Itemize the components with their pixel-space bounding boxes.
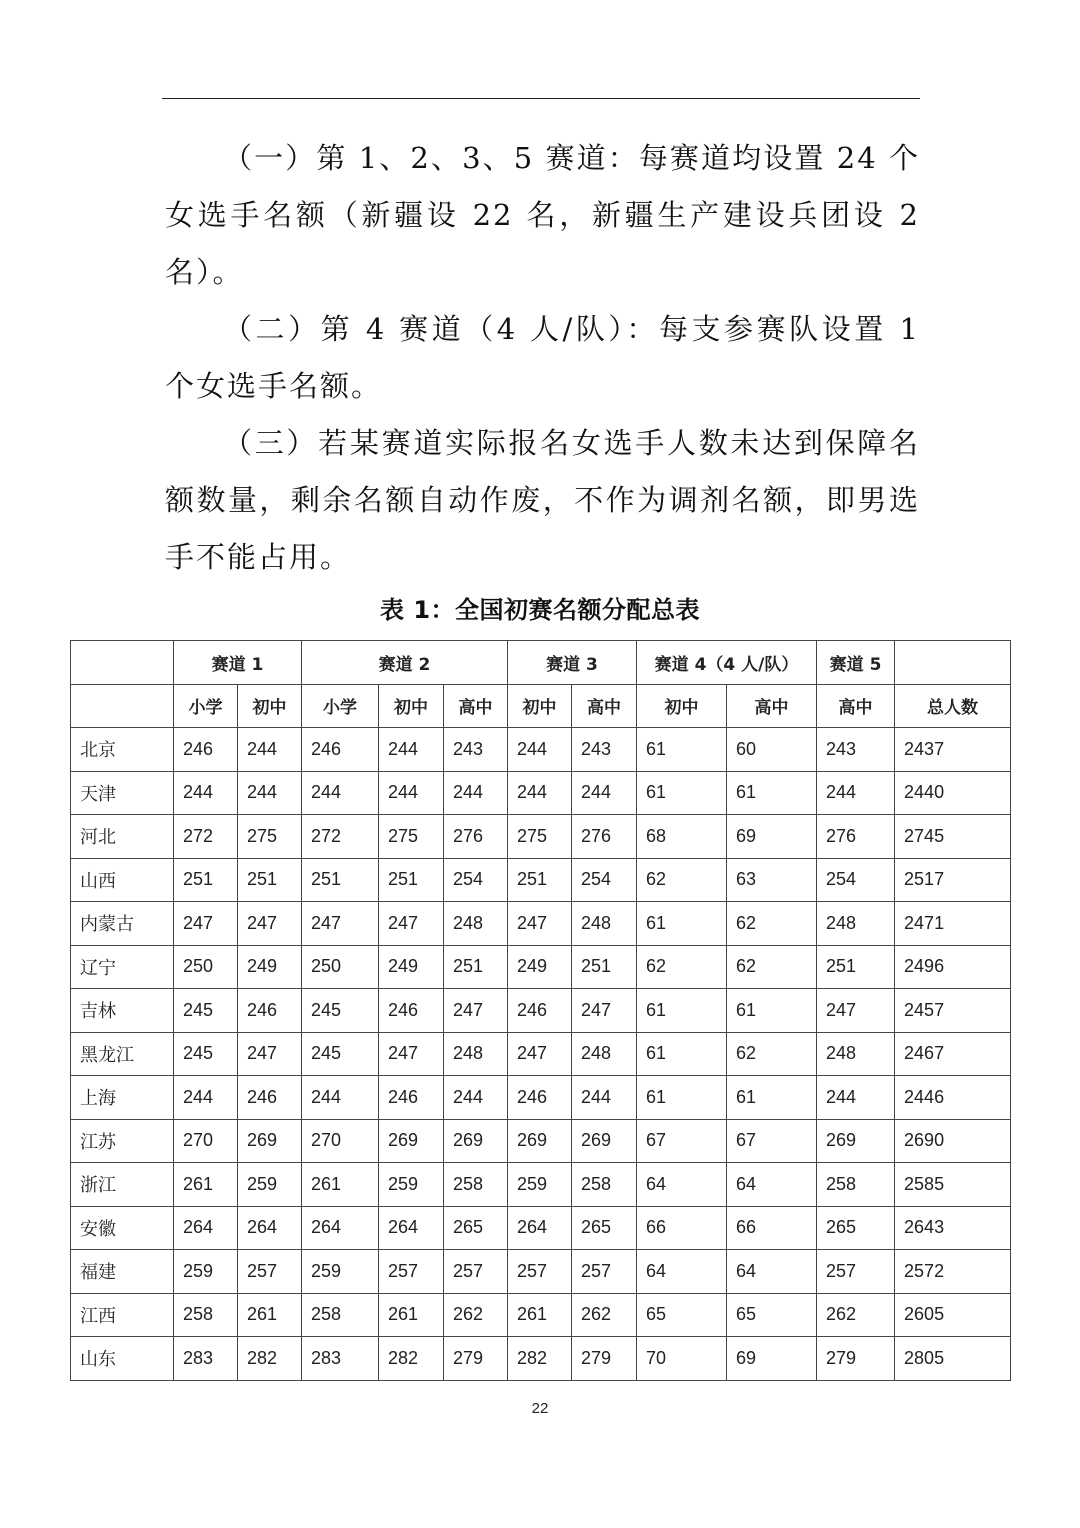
- quota-cell: 64: [727, 1250, 817, 1294]
- quota-cell: 246: [508, 1076, 572, 1120]
- quota-cell: 243: [572, 728, 637, 772]
- quota-cell: 2496: [895, 945, 1011, 989]
- quota-cell: 261: [302, 1163, 379, 1207]
- quota-cell: 61: [637, 728, 727, 772]
- quota-cell: 2745: [895, 815, 1011, 859]
- quota-cell: 251: [174, 858, 238, 902]
- quota-cell: 262: [817, 1293, 895, 1337]
- quota-cell: 251: [379, 858, 444, 902]
- quota-cell: 279: [817, 1337, 895, 1381]
- quota-cell: 247: [379, 902, 444, 946]
- quota-cell: 264: [508, 1206, 572, 1250]
- table-row: [71, 1293, 1011, 1337]
- quota-cell: 2517: [895, 858, 1011, 902]
- quota-cell: 245: [302, 1032, 379, 1076]
- quota-cell: 244: [174, 771, 238, 815]
- quota-cell: 67: [637, 1119, 727, 1163]
- sub-header: 总人数: [895, 684, 1011, 728]
- quota-cell: 67: [727, 1119, 817, 1163]
- quota-cell: 62: [637, 858, 727, 902]
- quota-cell: 269: [572, 1119, 637, 1163]
- quota-cell: 247: [817, 989, 895, 1033]
- quota-cell: 251: [444, 945, 508, 989]
- sub-header-row: [71, 684, 1011, 728]
- quota-cell: 269: [508, 1119, 572, 1163]
- quota-cell: 282: [508, 1337, 572, 1381]
- quota-cell: 244: [572, 1076, 637, 1120]
- sub-header: 初中: [637, 684, 727, 728]
- quota-cell: 244: [444, 1076, 508, 1120]
- quota-cell: 246: [379, 1076, 444, 1120]
- quota-cell: 2471: [895, 902, 1011, 946]
- table-row: [71, 858, 1011, 902]
- quota-cell: 251: [508, 858, 572, 902]
- quota-cell: 69: [727, 1337, 817, 1381]
- quota-cell: 247: [379, 1032, 444, 1076]
- track-header: 赛道 2: [302, 641, 508, 685]
- quota-cell: 64: [637, 1250, 727, 1294]
- quota-cell: 254: [817, 858, 895, 902]
- quota-cell: 269: [238, 1119, 302, 1163]
- quota-cell: 275: [238, 815, 302, 859]
- quota-cell: 2440: [895, 771, 1011, 815]
- quota-cell: 269: [817, 1119, 895, 1163]
- table-row: [71, 728, 1011, 772]
- quota-table: [70, 640, 1011, 1381]
- quota-cell: 248: [572, 1032, 637, 1076]
- paragraph-1: （一）第 1、2、3、5 赛道：每赛道均设置 24 个女选手名额（新疆设 22 名，新疆生产建设兵团设 2 名）。: [165, 141, 920, 289]
- quota-cell: 244: [817, 1076, 895, 1120]
- quota-cell: 265: [817, 1206, 895, 1250]
- quota-cell: 248: [444, 902, 508, 946]
- table-row: [71, 1163, 1011, 1207]
- quota-cell: 65: [637, 1293, 727, 1337]
- quota-cell: 264: [238, 1206, 302, 1250]
- quota-cell: 261: [174, 1163, 238, 1207]
- province-cell: 山东: [71, 1337, 174, 1381]
- quota-cell: 258: [817, 1163, 895, 1207]
- table-body: [71, 728, 1011, 1381]
- sub-header: 高中: [572, 684, 637, 728]
- province-cell: 安徽: [71, 1206, 174, 1250]
- sub-header: 初中: [379, 684, 444, 728]
- quota-cell: 279: [444, 1337, 508, 1381]
- quota-cell: 259: [379, 1163, 444, 1207]
- province-cell: 北京: [71, 728, 174, 772]
- province-cell: 上海: [71, 1076, 174, 1120]
- table-row: [71, 1076, 1011, 1120]
- quota-cell: 257: [379, 1250, 444, 1294]
- quota-cell: 251: [302, 858, 379, 902]
- table-row: [71, 815, 1011, 859]
- quota-cell: 245: [174, 1032, 238, 1076]
- quota-cell: 246: [508, 989, 572, 1033]
- quota-cell: 250: [302, 945, 379, 989]
- quota-cell: 261: [379, 1293, 444, 1337]
- quota-cell: 283: [302, 1337, 379, 1381]
- sub-header: 小学: [174, 684, 238, 728]
- table-row: [71, 1032, 1011, 1076]
- quota-cell: 250: [174, 945, 238, 989]
- quota-cell: 261: [238, 1293, 302, 1337]
- quota-cell: 247: [302, 902, 379, 946]
- paragraph-2: （二）第 4 赛道（4 人/队）：每支参赛队设置 1 个女选手名额。: [165, 312, 920, 403]
- table-row: [71, 945, 1011, 989]
- quota-cell: 62: [637, 945, 727, 989]
- province-cell: 黑龙江: [71, 1032, 174, 1076]
- quota-cell: 246: [238, 989, 302, 1033]
- quota-cell: 247: [174, 902, 238, 946]
- quota-cell: 61: [637, 902, 727, 946]
- track-header: 赛道 4（4 人/队）: [637, 641, 817, 685]
- track-header: 赛道 5: [817, 641, 895, 685]
- quota-cell: 61: [637, 771, 727, 815]
- quota-cell: 2643: [895, 1206, 1011, 1250]
- quota-cell: 244: [444, 771, 508, 815]
- quota-cell: 245: [174, 989, 238, 1033]
- quota-cell: 247: [572, 989, 637, 1033]
- quota-cell: 2572: [895, 1250, 1011, 1294]
- quota-cell: 247: [508, 902, 572, 946]
- quota-cell: 244: [508, 728, 572, 772]
- quota-cell: 251: [238, 858, 302, 902]
- quota-cell: 2585: [895, 1163, 1011, 1207]
- quota-cell: 61: [727, 1076, 817, 1120]
- quota-cell: 276: [572, 815, 637, 859]
- quota-cell: 244: [817, 771, 895, 815]
- quota-cell: 2457: [895, 989, 1011, 1033]
- quota-cell: 283: [174, 1337, 238, 1381]
- quota-cell: 265: [444, 1206, 508, 1250]
- quota-cell: 2805: [895, 1337, 1011, 1381]
- quota-cell: 258: [302, 1293, 379, 1337]
- table-row: [71, 771, 1011, 815]
- quota-cell: 66: [637, 1206, 727, 1250]
- quota-cell: 254: [572, 858, 637, 902]
- quota-cell: 275: [508, 815, 572, 859]
- province-cell: 浙江: [71, 1163, 174, 1207]
- header-blank-cell: [71, 641, 174, 685]
- quota-cell: 64: [637, 1163, 727, 1207]
- quota-cell: 257: [444, 1250, 508, 1294]
- quota-cell: 68: [637, 815, 727, 859]
- quota-cell: 2467: [895, 1032, 1011, 1076]
- quota-cell: 259: [238, 1163, 302, 1207]
- header-blank-cell: [71, 684, 174, 728]
- quota-cell: 244: [238, 771, 302, 815]
- quota-cell: 245: [302, 989, 379, 1033]
- province-cell: 江西: [71, 1293, 174, 1337]
- quota-cell: 61: [637, 1032, 727, 1076]
- table-row: [71, 989, 1011, 1033]
- quota-cell: 247: [238, 1032, 302, 1076]
- quota-cell: 259: [508, 1163, 572, 1207]
- quota-cell: 257: [508, 1250, 572, 1294]
- quota-cell: 60: [727, 728, 817, 772]
- quota-cell: 257: [817, 1250, 895, 1294]
- quota-cell: 244: [238, 728, 302, 772]
- quota-cell: 247: [238, 902, 302, 946]
- table-row: [71, 1337, 1011, 1381]
- sub-header: 初中: [238, 684, 302, 728]
- quota-cell: 269: [444, 1119, 508, 1163]
- quota-cell: 258: [174, 1293, 238, 1337]
- quota-cell: 249: [508, 945, 572, 989]
- quota-cell: 64: [727, 1163, 817, 1207]
- track-header: 赛道 3: [508, 641, 637, 685]
- quota-cell: 244: [379, 728, 444, 772]
- quota-cell: 244: [174, 1076, 238, 1120]
- table-row: [71, 1119, 1011, 1163]
- sub-header: 高中: [817, 684, 895, 728]
- quota-cell: 261: [508, 1293, 572, 1337]
- quota-cell: 276: [817, 815, 895, 859]
- quota-cell: 282: [238, 1337, 302, 1381]
- paragraph-3: （三）若某赛道实际报名女选手人数未达到保障名额数量，剩余名额自动作废，不作为调剂名额，即男选手不能占用。: [165, 426, 920, 574]
- province-cell: 江苏: [71, 1119, 174, 1163]
- quota-cell: 61: [727, 989, 817, 1033]
- header-blank-cell: [895, 641, 1011, 685]
- table-row: [71, 1250, 1011, 1294]
- quota-cell: 265: [572, 1206, 637, 1250]
- header-rule: [162, 98, 920, 99]
- province-cell: 天津: [71, 771, 174, 815]
- quota-cell: 264: [174, 1206, 238, 1250]
- quota-cell: 259: [174, 1250, 238, 1294]
- quota-cell: 62: [727, 902, 817, 946]
- quota-cell: 244: [508, 771, 572, 815]
- quota-cell: 259: [302, 1250, 379, 1294]
- table-caption: 表 1：全国初赛名额分配总表: [379, 596, 701, 624]
- quota-cell: 257: [572, 1250, 637, 1294]
- quota-cell: 248: [572, 902, 637, 946]
- province-cell: 山西: [71, 858, 174, 902]
- quota-cell: 244: [302, 1076, 379, 1120]
- quota-cell: 246: [379, 989, 444, 1033]
- quota-cell: 275: [379, 815, 444, 859]
- body-text: [165, 130, 920, 586]
- quota-cell: 69: [727, 815, 817, 859]
- quota-cell: 247: [508, 1032, 572, 1076]
- track-header: 赛道 1: [174, 641, 302, 685]
- quota-cell: 246: [302, 728, 379, 772]
- quota-cell: 244: [379, 771, 444, 815]
- quota-cell: 246: [174, 728, 238, 772]
- quota-cell: 62: [727, 1032, 817, 1076]
- quota-cell: 61: [637, 989, 727, 1033]
- quota-cell: 243: [444, 728, 508, 772]
- province-cell: 福建: [71, 1250, 174, 1294]
- quota-cell: 251: [817, 945, 895, 989]
- quota-cell: 70: [637, 1337, 727, 1381]
- quota-cell: 248: [817, 1032, 895, 1076]
- quota-cell: 262: [444, 1293, 508, 1337]
- quota-cell: 270: [174, 1119, 238, 1163]
- province-cell: 河北: [71, 815, 174, 859]
- quota-cell: 248: [817, 902, 895, 946]
- quota-cell: 258: [572, 1163, 637, 1207]
- quota-cell: 257: [238, 1250, 302, 1294]
- quota-cell: 264: [302, 1206, 379, 1250]
- quota-cell: 270: [302, 1119, 379, 1163]
- quota-cell: 272: [302, 815, 379, 859]
- sub-header: 高中: [727, 684, 817, 728]
- table-row: [71, 902, 1011, 946]
- quota-cell: 246: [238, 1076, 302, 1120]
- quota-cell: 62: [727, 945, 817, 989]
- province-cell: 吉林: [71, 989, 174, 1033]
- quota-cell: 61: [637, 1076, 727, 1120]
- quota-cell: 61: [727, 771, 817, 815]
- quota-cell: 276: [444, 815, 508, 859]
- quota-cell: 258: [444, 1163, 508, 1207]
- quota-cell: 282: [379, 1337, 444, 1381]
- quota-cell: 244: [572, 771, 637, 815]
- quota-cell: 264: [379, 1206, 444, 1250]
- quota-cell: 244: [302, 771, 379, 815]
- quota-cell: 2437: [895, 728, 1011, 772]
- quota-cell: 269: [379, 1119, 444, 1163]
- quota-cell: 63: [727, 858, 817, 902]
- quota-cell: 243: [817, 728, 895, 772]
- quota-cell: 249: [379, 945, 444, 989]
- sub-header: 初中: [508, 684, 572, 728]
- track-header-row: [71, 641, 1011, 685]
- quota-cell: 66: [727, 1206, 817, 1250]
- quota-cell: 262: [572, 1293, 637, 1337]
- province-cell: 辽宁: [71, 945, 174, 989]
- quota-cell: 279: [572, 1337, 637, 1381]
- quota-cell: 2446: [895, 1076, 1011, 1120]
- quota-cell: 254: [444, 858, 508, 902]
- quota-cell: 2605: [895, 1293, 1011, 1337]
- quota-cell: 65: [727, 1293, 817, 1337]
- table-row: [71, 1206, 1011, 1250]
- sub-header: 小学: [302, 684, 379, 728]
- sub-header: 高中: [444, 684, 508, 728]
- quota-cell: 251: [572, 945, 637, 989]
- quota-cell: 272: [174, 815, 238, 859]
- quota-cell: 248: [444, 1032, 508, 1076]
- province-cell: 内蒙古: [71, 902, 174, 946]
- quota-cell: 247: [444, 989, 508, 1033]
- page-number: 22: [531, 1400, 549, 1417]
- quota-cell: 2690: [895, 1119, 1011, 1163]
- quota-cell: 249: [238, 945, 302, 989]
